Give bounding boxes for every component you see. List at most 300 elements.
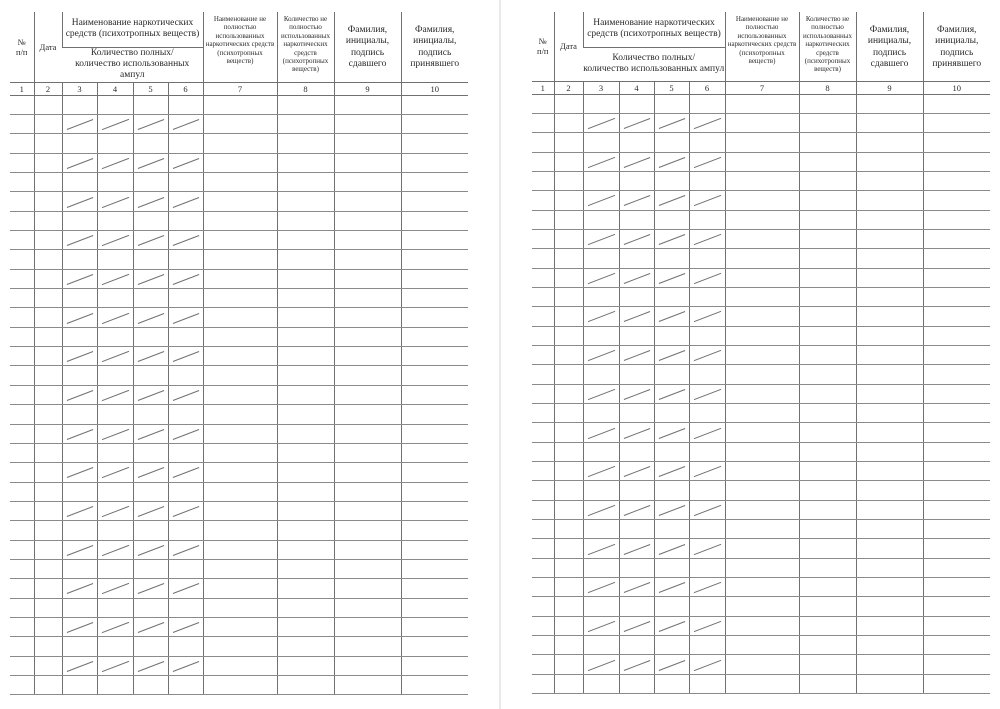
ledger-cell[interactable] <box>799 539 856 558</box>
ledger-cell[interactable] <box>923 520 990 539</box>
ledger-cell[interactable] <box>401 250 468 269</box>
ledger-cell[interactable] <box>34 501 62 520</box>
ledger-cell[interactable] <box>799 287 856 306</box>
ledger-cell[interactable] <box>62 617 97 636</box>
ledger-cell[interactable] <box>277 269 334 288</box>
ledger-cell[interactable] <box>532 287 554 306</box>
ledger-cell[interactable] <box>203 269 277 288</box>
ledger-cell[interactable] <box>133 540 168 559</box>
ledger-cell[interactable] <box>532 307 554 326</box>
ledger-cell[interactable] <box>923 636 990 655</box>
ledger-cell[interactable] <box>654 326 689 345</box>
ledger-cell[interactable] <box>203 598 277 617</box>
ledger-cell[interactable] <box>334 173 401 192</box>
ledger-cell[interactable] <box>62 521 97 540</box>
ledger-cell[interactable] <box>168 443 203 462</box>
ledger-cell[interactable] <box>203 559 277 578</box>
ledger-cell[interactable] <box>97 269 133 288</box>
ledger-cell[interactable] <box>133 443 168 462</box>
ledger-cell[interactable] <box>401 482 468 501</box>
ledger-cell[interactable] <box>554 404 583 423</box>
ledger-cell[interactable] <box>554 481 583 500</box>
ledger-cell[interactable] <box>34 250 62 269</box>
ledger-cell[interactable] <box>203 134 277 153</box>
ledger-cell[interactable] <box>401 637 468 656</box>
ledger-cell[interactable] <box>133 637 168 656</box>
ledger-cell[interactable] <box>334 675 401 694</box>
ledger-cell[interactable] <box>97 559 133 578</box>
ledger-cell[interactable] <box>62 289 97 308</box>
ledger-cell[interactable] <box>168 424 203 443</box>
ledger-cell[interactable] <box>799 442 856 461</box>
ledger-cell[interactable] <box>654 404 689 423</box>
ledger-cell[interactable] <box>554 287 583 306</box>
ledger-cell[interactable] <box>168 482 203 501</box>
ledger-cell[interactable] <box>725 578 799 597</box>
ledger-cell[interactable] <box>97 347 133 366</box>
ledger-cell[interactable] <box>62 347 97 366</box>
ledger-cell[interactable] <box>532 210 554 229</box>
ledger-cell[interactable] <box>532 268 554 287</box>
ledger-cell[interactable] <box>856 210 923 229</box>
ledger-cell[interactable] <box>62 637 97 656</box>
ledger-cell[interactable] <box>654 249 689 268</box>
ledger-cell[interactable] <box>401 269 468 288</box>
ledger-cell[interactable] <box>532 500 554 519</box>
ledger-cell[interactable] <box>923 655 990 674</box>
ledger-cell[interactable] <box>583 462 619 481</box>
ledger-cell[interactable] <box>97 424 133 443</box>
ledger-cell[interactable] <box>619 442 654 461</box>
ledger-cell[interactable] <box>689 171 725 190</box>
ledger-cell[interactable] <box>583 171 619 190</box>
ledger-cell[interactable] <box>277 617 334 636</box>
ledger-cell[interactable] <box>689 384 725 403</box>
ledger-cell[interactable] <box>10 598 34 617</box>
ledger-cell[interactable] <box>856 655 923 674</box>
ledger-cell[interactable] <box>97 637 133 656</box>
ledger-cell[interactable] <box>725 345 799 364</box>
ledger-cell[interactable] <box>619 578 654 597</box>
ledger-cell[interactable] <box>923 133 990 152</box>
ledger-cell[interactable] <box>654 674 689 693</box>
ledger-cell[interactable] <box>10 115 34 134</box>
ledger-cell[interactable] <box>725 249 799 268</box>
ledger-cell[interactable] <box>168 327 203 346</box>
ledger-cell[interactable] <box>62 153 97 172</box>
ledger-cell[interactable] <box>799 520 856 539</box>
ledger-cell[interactable] <box>277 675 334 694</box>
ledger-cell[interactable] <box>923 326 990 345</box>
ledger-cell[interactable] <box>554 94 583 113</box>
ledger-cell[interactable] <box>277 173 334 192</box>
ledger-cell[interactable] <box>10 463 34 482</box>
ledger-cell[interactable] <box>583 210 619 229</box>
ledger-cell[interactable] <box>10 385 34 404</box>
ledger-cell[interactable] <box>97 598 133 617</box>
ledger-cell[interactable] <box>856 384 923 403</box>
ledger-cell[interactable] <box>689 578 725 597</box>
ledger-cell[interactable] <box>583 365 619 384</box>
ledger-cell[interactable] <box>62 269 97 288</box>
ledger-cell[interactable] <box>619 616 654 635</box>
ledger-cell[interactable] <box>34 521 62 540</box>
ledger-cell[interactable] <box>923 423 990 442</box>
ledger-cell[interactable] <box>203 617 277 636</box>
ledger-cell[interactable] <box>554 655 583 674</box>
ledger-cell[interactable] <box>34 308 62 327</box>
ledger-cell[interactable] <box>619 597 654 616</box>
ledger-cell[interactable] <box>725 287 799 306</box>
ledger-cell[interactable] <box>725 558 799 577</box>
ledger-cell[interactable] <box>923 229 990 248</box>
ledger-cell[interactable] <box>401 366 468 385</box>
ledger-cell[interactable] <box>532 481 554 500</box>
ledger-cell[interactable] <box>203 308 277 327</box>
ledger-cell[interactable] <box>203 405 277 424</box>
ledger-cell[interactable] <box>725 520 799 539</box>
ledger-cell[interactable] <box>654 152 689 171</box>
ledger-cell[interactable] <box>133 134 168 153</box>
ledger-cell[interactable] <box>10 153 34 172</box>
ledger-cell[interactable] <box>619 94 654 113</box>
ledger-cell[interactable] <box>799 229 856 248</box>
ledger-cell[interactable] <box>277 347 334 366</box>
ledger-cell[interactable] <box>203 579 277 598</box>
ledger-cell[interactable] <box>10 308 34 327</box>
ledger-cell[interactable] <box>10 482 34 501</box>
ledger-cell[interactable] <box>277 250 334 269</box>
ledger-cell[interactable] <box>168 637 203 656</box>
ledger-cell[interactable] <box>334 192 401 211</box>
ledger-cell[interactable] <box>554 345 583 364</box>
ledger-cell[interactable] <box>203 173 277 192</box>
ledger-cell[interactable] <box>334 443 401 462</box>
ledger-cell[interactable] <box>34 598 62 617</box>
ledger-cell[interactable] <box>856 345 923 364</box>
ledger-cell[interactable] <box>203 443 277 462</box>
ledger-cell[interactable] <box>62 405 97 424</box>
ledger-cell[interactable] <box>619 307 654 326</box>
ledger-cell[interactable] <box>619 365 654 384</box>
ledger-cell[interactable] <box>133 115 168 134</box>
ledger-cell[interactable] <box>532 655 554 674</box>
ledger-cell[interactable] <box>334 366 401 385</box>
ledger-cell[interactable] <box>923 481 990 500</box>
ledger-cell[interactable] <box>334 617 401 636</box>
ledger-cell[interactable] <box>532 133 554 152</box>
ledger-cell[interactable] <box>654 655 689 674</box>
ledger-cell[interactable] <box>554 636 583 655</box>
ledger-cell[interactable] <box>133 521 168 540</box>
ledger-cell[interactable] <box>856 249 923 268</box>
ledger-cell[interactable] <box>133 269 168 288</box>
ledger-cell[interactable] <box>133 289 168 308</box>
ledger-cell[interactable] <box>583 674 619 693</box>
ledger-cell[interactable] <box>532 616 554 635</box>
ledger-cell[interactable] <box>133 153 168 172</box>
ledger-cell[interactable] <box>203 95 277 114</box>
ledger-cell[interactable] <box>689 94 725 113</box>
ledger-cell[interactable] <box>133 308 168 327</box>
ledger-cell[interactable] <box>277 385 334 404</box>
ledger-cell[interactable] <box>532 442 554 461</box>
ledger-cell[interactable] <box>203 424 277 443</box>
ledger-cell[interactable] <box>689 674 725 693</box>
ledger-cell[interactable] <box>34 95 62 114</box>
ledger-cell[interactable] <box>277 579 334 598</box>
ledger-cell[interactable] <box>34 327 62 346</box>
ledger-cell[interactable] <box>168 385 203 404</box>
ledger-cell[interactable] <box>10 424 34 443</box>
ledger-cell[interactable] <box>10 347 34 366</box>
ledger-cell[interactable] <box>133 405 168 424</box>
ledger-cell[interactable] <box>689 655 725 674</box>
ledger-cell[interactable] <box>923 597 990 616</box>
ledger-cell[interactable] <box>583 597 619 616</box>
ledger-cell[interactable] <box>401 211 468 230</box>
ledger-cell[interactable] <box>554 113 583 132</box>
ledger-cell[interactable] <box>62 598 97 617</box>
ledger-cell[interactable] <box>401 675 468 694</box>
ledger-cell[interactable] <box>62 501 97 520</box>
ledger-cell[interactable] <box>334 501 401 520</box>
ledger-cell[interactable] <box>554 133 583 152</box>
ledger-cell[interactable] <box>334 153 401 172</box>
ledger-cell[interactable] <box>619 558 654 577</box>
ledger-cell[interactable] <box>334 231 401 250</box>
ledger-cell[interactable] <box>654 171 689 190</box>
ledger-cell[interactable] <box>277 482 334 501</box>
ledger-cell[interactable] <box>799 249 856 268</box>
ledger-cell[interactable] <box>168 405 203 424</box>
ledger-cell[interactable] <box>203 192 277 211</box>
ledger-cell[interactable] <box>654 365 689 384</box>
ledger-cell[interactable] <box>10 269 34 288</box>
ledger-cell[interactable] <box>583 268 619 287</box>
ledger-cell[interactable] <box>532 326 554 345</box>
ledger-cell[interactable] <box>583 481 619 500</box>
ledger-cell[interactable] <box>725 384 799 403</box>
ledger-cell[interactable] <box>133 95 168 114</box>
ledger-cell[interactable] <box>583 229 619 248</box>
ledger-cell[interactable] <box>554 365 583 384</box>
ledger-cell[interactable] <box>62 250 97 269</box>
ledger-cell[interactable] <box>401 134 468 153</box>
ledger-cell[interactable] <box>654 287 689 306</box>
ledger-cell[interactable] <box>34 579 62 598</box>
ledger-cell[interactable] <box>856 307 923 326</box>
ledger-cell[interactable] <box>203 289 277 308</box>
ledger-cell[interactable] <box>34 231 62 250</box>
ledger-cell[interactable] <box>10 559 34 578</box>
ledger-cell[interactable] <box>401 327 468 346</box>
ledger-cell[interactable] <box>97 463 133 482</box>
ledger-cell[interactable] <box>34 675 62 694</box>
ledger-cell[interactable] <box>619 384 654 403</box>
ledger-cell[interactable] <box>97 443 133 462</box>
ledger-cell[interactable] <box>277 134 334 153</box>
ledger-cell[interactable] <box>856 558 923 577</box>
ledger-cell[interactable] <box>401 347 468 366</box>
ledger-cell[interactable] <box>923 404 990 423</box>
ledger-cell[interactable] <box>923 616 990 635</box>
ledger-cell[interactable] <box>583 133 619 152</box>
ledger-cell[interactable] <box>689 636 725 655</box>
ledger-cell[interactable] <box>203 501 277 520</box>
ledger-cell[interactable] <box>554 674 583 693</box>
ledger-cell[interactable] <box>689 558 725 577</box>
ledger-cell[interactable] <box>401 95 468 114</box>
ledger-cell[interactable] <box>34 405 62 424</box>
ledger-cell[interactable] <box>554 423 583 442</box>
ledger-cell[interactable] <box>277 598 334 617</box>
ledger-cell[interactable] <box>334 95 401 114</box>
ledger-cell[interactable] <box>689 268 725 287</box>
ledger-cell[interactable] <box>583 326 619 345</box>
ledger-cell[interactable] <box>97 579 133 598</box>
ledger-cell[interactable] <box>654 520 689 539</box>
ledger-cell[interactable] <box>554 578 583 597</box>
ledger-cell[interactable] <box>923 287 990 306</box>
ledger-cell[interactable] <box>334 637 401 656</box>
ledger-cell[interactable] <box>799 462 856 481</box>
ledger-cell[interactable] <box>856 481 923 500</box>
ledger-cell[interactable] <box>799 326 856 345</box>
ledger-cell[interactable] <box>856 674 923 693</box>
ledger-cell[interactable] <box>97 308 133 327</box>
ledger-cell[interactable] <box>554 597 583 616</box>
ledger-cell[interactable] <box>689 597 725 616</box>
ledger-cell[interactable] <box>97 656 133 675</box>
ledger-cell[interactable] <box>133 211 168 230</box>
ledger-cell[interactable] <box>799 597 856 616</box>
ledger-cell[interactable] <box>654 229 689 248</box>
ledger-cell[interactable] <box>799 268 856 287</box>
ledger-cell[interactable] <box>923 113 990 132</box>
ledger-cell[interactable] <box>401 463 468 482</box>
ledger-cell[interactable] <box>799 152 856 171</box>
ledger-cell[interactable] <box>97 192 133 211</box>
ledger-cell[interactable] <box>923 384 990 403</box>
ledger-cell[interactable] <box>168 501 203 520</box>
ledger-cell[interactable] <box>619 268 654 287</box>
ledger-cell[interactable] <box>689 307 725 326</box>
ledger-cell[interactable] <box>97 115 133 134</box>
ledger-cell[interactable] <box>689 404 725 423</box>
ledger-cell[interactable] <box>583 655 619 674</box>
ledger-cell[interactable] <box>62 443 97 462</box>
ledger-cell[interactable] <box>62 656 97 675</box>
ledger-cell[interactable] <box>97 95 133 114</box>
ledger-cell[interactable] <box>401 153 468 172</box>
ledger-cell[interactable] <box>923 674 990 693</box>
ledger-cell[interactable] <box>654 442 689 461</box>
ledger-cell[interactable] <box>923 345 990 364</box>
ledger-cell[interactable] <box>168 173 203 192</box>
ledger-cell[interactable] <box>334 211 401 230</box>
ledger-cell[interactable] <box>725 404 799 423</box>
ledger-cell[interactable] <box>654 307 689 326</box>
ledger-cell[interactable] <box>725 539 799 558</box>
ledger-cell[interactable] <box>689 500 725 519</box>
ledger-cell[interactable] <box>799 500 856 519</box>
ledger-cell[interactable] <box>62 540 97 559</box>
ledger-cell[interactable] <box>532 636 554 655</box>
ledger-cell[interactable] <box>203 347 277 366</box>
ledger-cell[interactable] <box>133 617 168 636</box>
ledger-cell[interactable] <box>62 385 97 404</box>
ledger-cell[interactable] <box>401 385 468 404</box>
ledger-cell[interactable] <box>554 326 583 345</box>
ledger-cell[interactable] <box>583 616 619 635</box>
ledger-cell[interactable] <box>689 520 725 539</box>
ledger-cell[interactable] <box>856 442 923 461</box>
ledger-cell[interactable] <box>277 153 334 172</box>
ledger-cell[interactable] <box>10 289 34 308</box>
ledger-cell[interactable] <box>168 579 203 598</box>
ledger-cell[interactable] <box>203 540 277 559</box>
ledger-cell[interactable] <box>62 231 97 250</box>
ledger-cell[interactable] <box>168 366 203 385</box>
ledger-cell[interactable] <box>203 463 277 482</box>
ledger-cell[interactable] <box>923 171 990 190</box>
ledger-cell[interactable] <box>725 152 799 171</box>
ledger-cell[interactable] <box>799 655 856 674</box>
ledger-cell[interactable] <box>583 113 619 132</box>
ledger-cell[interactable] <box>654 268 689 287</box>
ledger-cell[interactable] <box>401 424 468 443</box>
ledger-cell[interactable] <box>923 539 990 558</box>
ledger-cell[interactable] <box>725 462 799 481</box>
ledger-cell[interactable] <box>554 191 583 210</box>
ledger-cell[interactable] <box>923 365 990 384</box>
ledger-cell[interactable] <box>133 385 168 404</box>
ledger-cell[interactable] <box>133 231 168 250</box>
ledger-cell[interactable] <box>334 424 401 443</box>
ledger-cell[interactable] <box>10 675 34 694</box>
ledger-cell[interactable] <box>62 482 97 501</box>
ledger-cell[interactable] <box>62 192 97 211</box>
ledger-cell[interactable] <box>583 442 619 461</box>
ledger-cell[interactable] <box>401 656 468 675</box>
ledger-cell[interactable] <box>133 347 168 366</box>
ledger-cell[interactable] <box>334 385 401 404</box>
ledger-cell[interactable] <box>619 539 654 558</box>
ledger-cell[interactable] <box>401 115 468 134</box>
ledger-cell[interactable] <box>10 579 34 598</box>
ledger-cell[interactable] <box>62 327 97 346</box>
ledger-cell[interactable] <box>725 171 799 190</box>
ledger-cell[interactable] <box>856 500 923 519</box>
ledger-cell[interactable] <box>923 268 990 287</box>
ledger-cell[interactable] <box>619 636 654 655</box>
ledger-cell[interactable] <box>10 192 34 211</box>
ledger-cell[interactable] <box>34 656 62 675</box>
ledger-cell[interactable] <box>334 463 401 482</box>
ledger-cell[interactable] <box>133 173 168 192</box>
ledger-cell[interactable] <box>725 365 799 384</box>
ledger-cell[interactable] <box>62 134 97 153</box>
ledger-cell[interactable] <box>133 327 168 346</box>
ledger-cell[interactable] <box>203 250 277 269</box>
ledger-cell[interactable] <box>168 115 203 134</box>
ledger-cell[interactable] <box>334 347 401 366</box>
ledger-cell[interactable] <box>856 113 923 132</box>
ledger-cell[interactable] <box>654 94 689 113</box>
ledger-cell[interactable] <box>133 579 168 598</box>
ledger-cell[interactable] <box>334 656 401 675</box>
